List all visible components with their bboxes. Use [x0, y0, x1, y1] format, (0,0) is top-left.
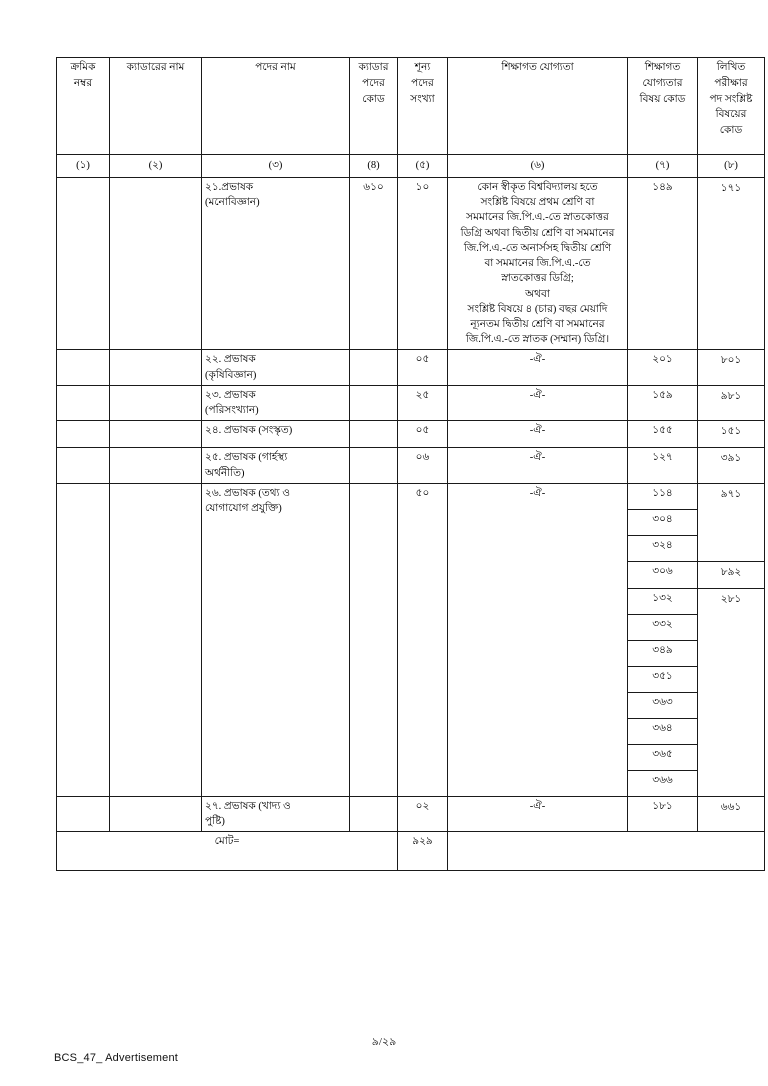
cell-edu-subject-code: ১১৪: [628, 483, 698, 509]
colnum-4: (8): [350, 155, 398, 178]
header-serial-line2: নম্বর: [73, 77, 93, 89]
cell-edu-subject-code: ৩৫১: [628, 666, 698, 692]
cell-post-name: [202, 421, 350, 448]
table-row: [57, 385, 765, 420]
header-written-subject-code-line5: কোড: [719, 125, 743, 136]
cell-serial: [57, 421, 110, 448]
cell-edu-subject-code: ১৩২: [628, 588, 698, 614]
header-edu-subject-code-line2: যোগ্যতার: [642, 77, 683, 89]
header-written-subject-code-line1: লিখিত: [716, 62, 746, 73]
post-name-line: (মনোবিজ্ঞান): [205, 197, 260, 209]
cell-edu-subject-code: ১২৭: [628, 448, 698, 483]
cell-edu-subject-code: ৩০৬: [628, 561, 698, 588]
cell-post-name: [202, 796, 350, 831]
cell-cadre-name: [110, 796, 202, 831]
header-cadre-post-code-line2: পদের: [362, 77, 385, 89]
cell-written-subject-code: ৮০১: [698, 350, 765, 385]
header-vacancy-count-line2: পদের: [411, 77, 434, 89]
table-row: [57, 421, 765, 448]
colnum-1: (১): [57, 155, 110, 178]
cell-edu-subject-code: ৩০৪: [628, 509, 698, 535]
cell-vacancy-count: ৫০: [398, 483, 448, 796]
header-post-name: [202, 58, 350, 155]
post-name-line: ২৫. প্রভাষক (গার্হস্থ্য: [205, 452, 288, 464]
cell-vacancy-count: ০৫: [398, 421, 448, 448]
cell-written-subject-code: ৬৬১: [698, 796, 765, 831]
cell-education: -ঐ-: [448, 421, 628, 448]
cell-vacancy-count: ০৫: [398, 350, 448, 385]
cell-written-subject-code: ৩৯১: [698, 448, 765, 483]
cell-education: -ঐ-: [448, 448, 628, 483]
header-education: [448, 58, 628, 155]
post-name-line: পুষ্টি): [205, 815, 225, 827]
qualification-line: কোন স্বীকৃত বিশ্ববিদ্যালয় হতে: [477, 182, 598, 193]
table-row: [57, 350, 765, 385]
cell-education: [448, 178, 628, 350]
colnum-7: (৭): [628, 155, 698, 178]
cell-edu-subject-code: ৩৪৯: [628, 640, 698, 666]
cell-edu-subject-code: ৩৬৬: [628, 770, 698, 796]
cell-edu-subject-code: ১৪৯: [628, 178, 698, 350]
cell-serial: [57, 385, 110, 420]
cell-cadre-name: [110, 483, 202, 796]
cell-edu-subject-code: ১৫৫: [628, 421, 698, 448]
header-serial: [57, 58, 110, 155]
colnum-3: (৩): [202, 155, 350, 178]
cell-serial: [57, 483, 110, 796]
header-written-subject-code-line2: পরীক্ষার: [714, 77, 748, 89]
colnum-5: (৫): [398, 155, 448, 178]
post-name-line: ২২. প্রভাষক: [205, 354, 256, 366]
post-name-line: (কৃষিবিজ্ঞান): [205, 369, 257, 381]
header-vacancy-count-line1: শূন্য: [414, 62, 431, 73]
post-name-line: ২১.প্রভাষক: [205, 182, 254, 193]
cell-written-subject-code: ৯৭১: [698, 483, 765, 561]
qualification-line: অথবা: [525, 288, 550, 300]
post-name-line: যোগাযোগ প্রযুক্তি): [205, 502, 282, 514]
post-name-line: অর্থনীতি): [205, 467, 245, 479]
header-education-line1: শিক্ষাগত যোগ্যতা: [501, 62, 574, 73]
cell-post-name: [202, 178, 350, 350]
cell-cadre-post-code: [350, 385, 398, 420]
qualification-line: স্নাতকোত্তর ডিগ্রি;: [501, 273, 574, 285]
qualification-line: সংশ্লিষ্ট বিষয়ে ৪ (চার) বছর মেয়াদি: [467, 303, 608, 315]
cell-written-subject-code: ২৮১: [698, 588, 765, 796]
colnum-8: (৮): [698, 155, 765, 178]
cell-serial: [57, 796, 110, 831]
header-vacancy-count-line3: সংখ্যা: [410, 93, 435, 105]
header-written-subject-code-line4: বিষয়ের: [715, 109, 747, 121]
qualification-line: সমমানের জি.পি.এ.-তে স্নাতকোত্তর: [466, 212, 609, 224]
cell-cadre-post-code: [350, 350, 398, 385]
cell-written-subject-code: ১৭১: [698, 178, 765, 350]
cell-edu-subject-code: ১৮১: [628, 796, 698, 831]
header-written-subject-code-line3: পদ সংশ্লিষ্ট: [709, 93, 753, 105]
header-cadre-name-line1: ক্যাডারের নাম: [126, 62, 185, 73]
cell-written-subject-code: ৮৯২: [698, 561, 765, 588]
header-post-name-line1: পদের নাম: [255, 62, 296, 73]
cell-edu-subject-code: ৩৬৩: [628, 692, 698, 718]
table-header: [57, 58, 765, 178]
vacancy-table: [56, 57, 765, 871]
cell-post-name: [202, 448, 350, 483]
post-name-line: ২৩. প্রভাষক: [205, 389, 256, 401]
header-edu-subject-code: [628, 58, 698, 155]
cell-education: -ঐ-: [448, 385, 628, 420]
table-body: [57, 178, 765, 871]
colnum-2: (২): [110, 155, 202, 178]
header-row: [57, 58, 765, 155]
cell-post-name: [202, 385, 350, 420]
post-name-line: (পরিসংখ্যান): [205, 405, 259, 417]
total-value: ৯২৯: [398, 832, 448, 871]
cell-edu-subject-code: ৩৬৪: [628, 718, 698, 744]
total-row: [57, 832, 765, 871]
cell-cadre-post-code: [350, 448, 398, 483]
cell-cadre-name: [110, 448, 202, 483]
table-row: [57, 448, 765, 483]
cell-edu-subject-code: ৩৩২: [628, 614, 698, 640]
total-empty: [448, 832, 765, 871]
cell-vacancy-count: ০৬: [398, 448, 448, 483]
cell-cadre-name: [110, 385, 202, 420]
qualification-line: সংশ্লিষ্ট বিষয়ে প্রথম শ্রেণি বা: [480, 197, 595, 209]
cell-cadre-post-code: [350, 483, 398, 796]
header-vacancy-count: [398, 58, 448, 155]
page-number: ৯/২৯: [371, 1036, 397, 1048]
cell-edu-subject-code: ৩৬৫: [628, 744, 698, 770]
qualification-line: ডিগ্রি অথবা দ্বিতীয় শ্রেণি বা সমমানের: [460, 227, 615, 239]
post-name-line: ২৬. প্রভাষক (তথ্য ও: [205, 487, 290, 499]
cell-education: -ঐ-: [448, 796, 628, 831]
cell-cadre-name: [110, 178, 202, 350]
cell-vacancy-count: ২৫: [398, 385, 448, 420]
cell-edu-subject-code: ১৫৯: [628, 385, 698, 420]
cell-vacancy-count: ০২: [398, 796, 448, 831]
cell-vacancy-count: ১০: [398, 178, 448, 350]
header-cadre-post-code-line1: ক্যাডার: [358, 62, 389, 73]
colnum-6: (৬): [448, 155, 628, 178]
header-cadre-post-code: [350, 58, 398, 155]
cell-serial: [57, 448, 110, 483]
total-label: মোট=: [57, 832, 398, 871]
cell-serial: [57, 350, 110, 385]
cell-education: -ঐ-: [448, 350, 628, 385]
cell-cadre-name: [110, 350, 202, 385]
cell-serial: [57, 178, 110, 350]
cell-edu-subject-code: ৩২৪: [628, 535, 698, 561]
qualification-line: বা সমমানের জি.পি.এ.-তে: [484, 258, 591, 270]
qualification-line: জি.পি.এ.-তে স্নাতক (সম্মান) ডিগ্রি।: [465, 334, 610, 346]
footer-document-label: BCS_47_ Advertisement: [54, 1052, 179, 1064]
header-edu-subject-code-line3: বিষয় কোড: [639, 93, 686, 105]
table-row: [57, 178, 765, 350]
cell-education: -ঐ-: [448, 483, 628, 796]
qualification-line: জি.পি.এ.-তে অনার্সসহ দ্বিতীয় শ্রেণি: [463, 242, 612, 254]
post-name-line: ২৭. প্রভাষক (খাদ্য ও: [205, 800, 291, 812]
cell-cadre-post-code: [350, 421, 398, 448]
cell-cadre-name: [110, 421, 202, 448]
table-row: [57, 796, 765, 831]
header-serial-line1: ক্রমিক: [70, 62, 96, 73]
qualification-line: ন্যূনতম দ্বিতীয় শ্রেণি বা সমমানের: [470, 318, 605, 330]
header-edu-subject-code-line1: শিক্ষাগত: [644, 62, 681, 73]
header-cadre-post-code-line3: কোড: [362, 93, 385, 105]
post-name-line: ২৪. প্রভাষক (সংস্কৃত): [205, 425, 293, 437]
cell-written-subject-code: ১৫১: [698, 421, 765, 448]
cell-post-name: [202, 350, 350, 385]
cell-cadre-post-code: [350, 796, 398, 831]
cell-cadre-post-code: ৬১০: [350, 178, 398, 350]
table-row: [57, 483, 765, 509]
column-number-row: [57, 155, 765, 178]
header-cadre-name: [110, 58, 202, 155]
cell-written-subject-code: ৯৮১: [698, 385, 765, 420]
header-written-subject-code: [698, 58, 765, 155]
cell-edu-subject-code: ২০১: [628, 350, 698, 385]
cell-post-name: [202, 483, 350, 796]
